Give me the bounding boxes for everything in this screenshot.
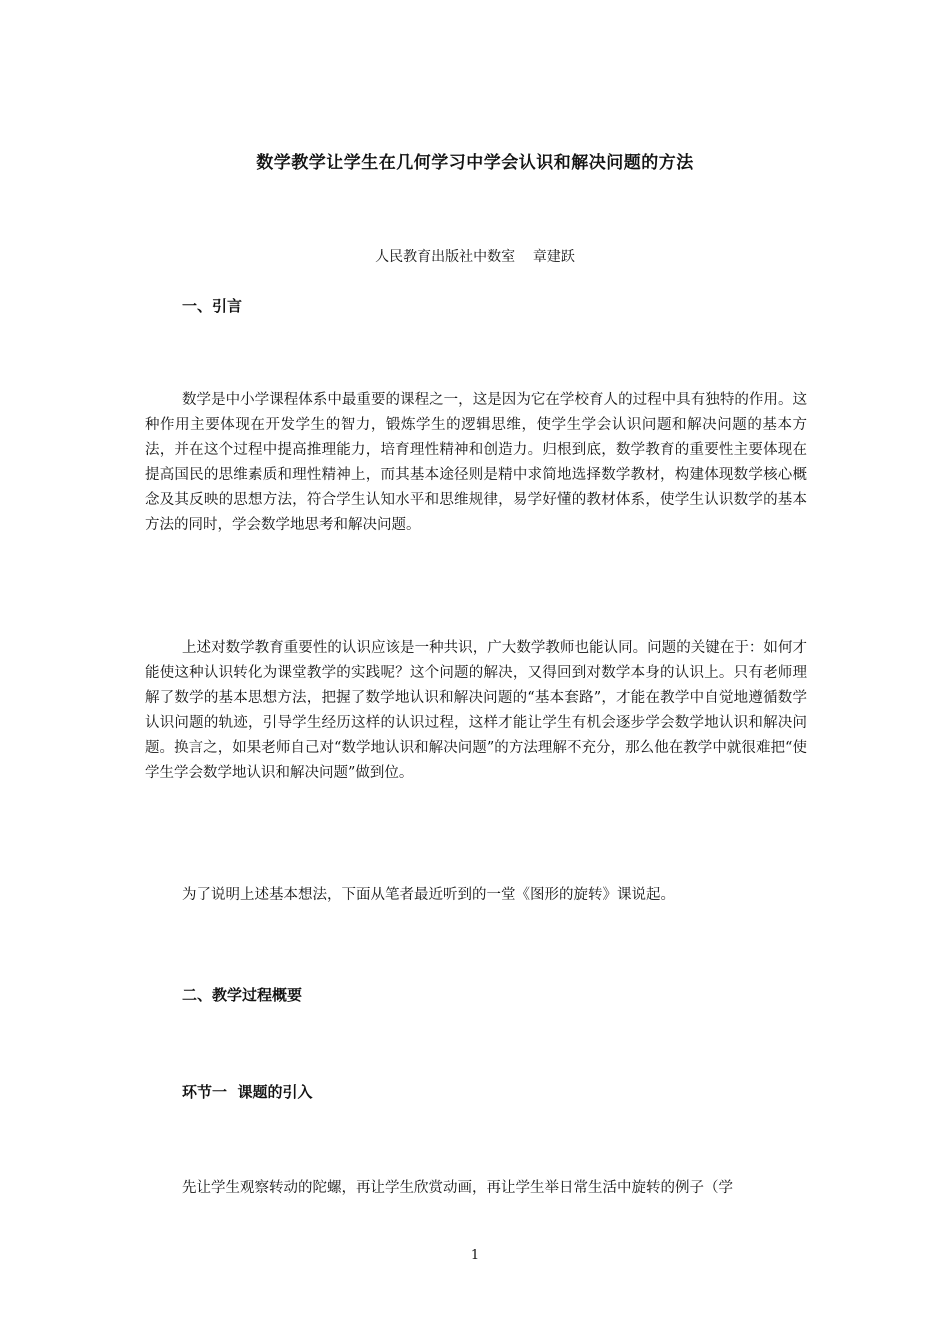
paragraph-intro-2: 上述对数学教育重要性的认识应该是一种共识，广大数学教师也能认同。问题的关键在于：如何才能使这种认识转化为课堂教学的实践呢？这个问题的解决，又得回到对数学本身的认识上。只有老师理解了数学的基本思想方法，把握了数学地认识和解决问题的“基本套路”，才能在教学中自觉地遵循数学认识问题的轨迹，引导学生经历这样的认识过程，这样才能让学生有机会逐步学会数学地认识和解决问题。换言之，如果老师自己对“数学地认识和解决问题”的方法理解不充分，那么他在教学中就很难把“使学生学会数学地认识和解决问题”做到位。 [145, 640, 807, 781]
paragraph-intro-1: 数学是中小学课程体系中最重要的课程之一，这是因为它在学校育人的过程中具有独特的作用。这种作用主要体现在开发学生的智力，锻炼学生的逻辑思维，使学生学会认识问题和解决问题的基本方法，并在这个过程中提高推理能力，培育理性精神和创造力。归根到底，数学教育的重要性主要体现在提高国民的思维素质和理性精神上，而其基本途径则是精中求简地选择数学教材，构建体现数学核心概念及其反映的思想方法，符合学生认知水平和思维规律，易学好懂的教材体系，使学生认识数学的基本方法的同时，学会数学地思考和解决问题。 [145, 392, 807, 533]
paragraph-intro-3: 为了说明上述基本想法，下面从笔者最近听到的一堂《图形的旋转》课说起。 [182, 887, 675, 903]
subsection-heading-step1: 环节一 课题的引入 [182, 1083, 313, 1101]
paragraph-step1-1: 先让学生观察转动的陀螺，再让学生欣赏动画，再让学生举日常生活中旋转的例子（学 [182, 1180, 733, 1196]
author-line: 人民教育出版社中数室 章建跃 [375, 249, 575, 265]
section-heading-process: 二、教学过程概要 [182, 986, 303, 1004]
document-title: 数学教学让学生在几何学习中学会认识和解决问题的方法 [256, 153, 694, 173]
page-number: 1 [470, 1248, 480, 1263]
section-heading-intro: 一、引言 [182, 297, 243, 315]
